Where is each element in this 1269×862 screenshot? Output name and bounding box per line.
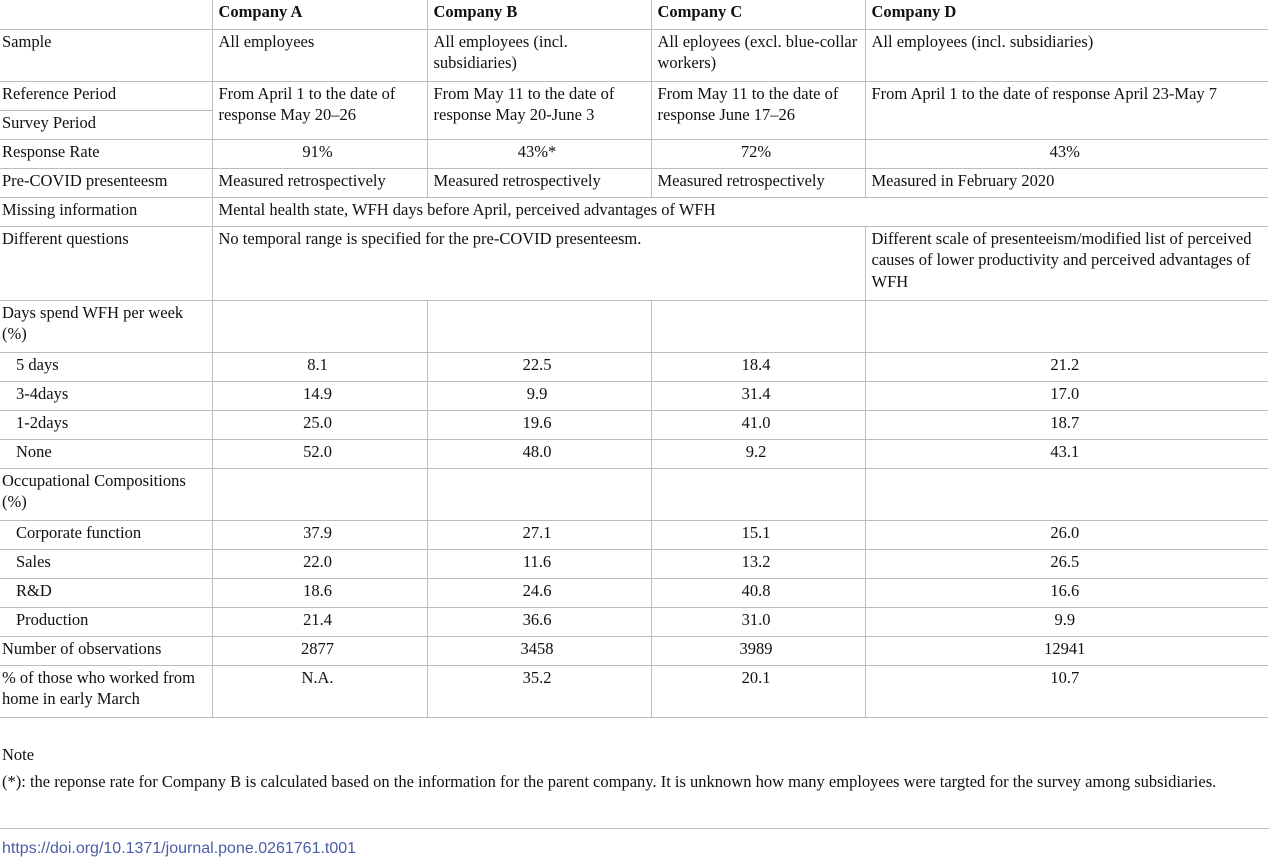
cell-value: 2877 xyxy=(212,636,427,665)
row-wfh-3-4days xyxy=(0,381,1268,410)
cell-period-b: From May 11 to the date of response May 20-June 3 xyxy=(427,81,651,139)
cell-value: 9.9 xyxy=(427,381,651,410)
cell-period-d: From April 1 to the date of response April 23-May 7 xyxy=(865,81,1268,139)
cell-diff-d: Different scale of presenteeism/modified list of perceived causes of lower productivity and perceived advantages of WFH xyxy=(865,226,1268,300)
cell-value: 24.6 xyxy=(427,578,651,607)
row-occupation-heading xyxy=(0,468,1268,520)
row-different-questions xyxy=(0,226,1268,300)
cell-response-b: 43%* xyxy=(427,139,651,168)
cell-value: 48.0 xyxy=(427,439,651,468)
cell-diff-abc: No temporal range is specified for the pre-COVID presenteesm. xyxy=(212,226,865,300)
cell-value: 17.0 xyxy=(865,381,1268,410)
cell-precovid-a: Measured retrospectively xyxy=(212,168,427,197)
doi-link[interactable]: https://doi.org/10.1371/journal.pone.0261761.t001 xyxy=(2,840,357,857)
note-text: (*): the reponse rate for Company B is calculated based on the information for the parent company. It is unknown how many employees were targted for the survey among subsidiaries. xyxy=(2,772,1217,791)
header-row xyxy=(0,0,1268,29)
row-label: Number of observations xyxy=(0,636,212,665)
note-title: Note xyxy=(2,745,35,764)
cell-value: 26.0 xyxy=(865,520,1268,549)
row-label: None xyxy=(0,439,212,468)
header-company-b: Company B xyxy=(427,0,651,29)
cell-value: 21.2 xyxy=(865,352,1268,381)
header-company-c: Company C xyxy=(651,0,865,29)
cell-value: 43.1 xyxy=(865,439,1268,468)
cell-value: 16.6 xyxy=(865,578,1268,607)
row-label: Response Rate xyxy=(0,139,212,168)
cell-value: 31.4 xyxy=(651,381,865,410)
cell-missing-info: Mental health state, WFH days before April, perceived advantages of WFH xyxy=(212,197,1268,226)
cell-value: 12941 xyxy=(865,636,1268,665)
row-label: % of those who worked from home in early March xyxy=(0,665,212,717)
row-label: Survey Period xyxy=(0,110,212,139)
cell-sample-b: All employees (incl. subsidiaries) xyxy=(427,29,651,81)
cell-value: 18.4 xyxy=(651,352,865,381)
row-label: 3-4days xyxy=(0,381,212,410)
cell-sample-a: All employees xyxy=(212,29,427,81)
cell-value: 31.0 xyxy=(651,607,865,636)
cell-precovid-b: Measured retrospectively xyxy=(427,168,651,197)
row-wfh-days-heading xyxy=(0,300,1268,352)
row-response-rate xyxy=(0,139,1268,168)
cell-value: 36.6 xyxy=(427,607,651,636)
cell-value: 9.2 xyxy=(651,439,865,468)
cell-period-c: From May 11 to the date of response June 17–26 xyxy=(651,81,865,139)
header-corner xyxy=(0,0,212,29)
row-label: 1-2days xyxy=(0,410,212,439)
cell-response-c: 72% xyxy=(651,139,865,168)
cell-value: 35.2 xyxy=(427,665,651,717)
row-worked-home-march xyxy=(0,665,1268,717)
row-wfh-5days xyxy=(0,352,1268,381)
cell-value: N.A. xyxy=(212,665,427,717)
cell-precovid-c: Measured retrospectively xyxy=(651,168,865,197)
cell-value: 26.5 xyxy=(865,549,1268,578)
row-wfh-none xyxy=(0,439,1268,468)
row-label: Days spend WFH per week (%) xyxy=(0,300,212,352)
row-label: Different questions xyxy=(0,226,212,300)
row-occ-corporate xyxy=(0,520,1268,549)
cell-value: 13.2 xyxy=(651,549,865,578)
cell-value: 40.8 xyxy=(651,578,865,607)
cell-sample-d: All employees (incl. subsidiaries) xyxy=(865,29,1268,81)
cell-value: 18.7 xyxy=(865,410,1268,439)
row-label: R&D xyxy=(0,578,212,607)
row-occ-rnd xyxy=(0,578,1268,607)
row-pre-covid xyxy=(0,168,1268,197)
cell-value: 27.1 xyxy=(427,520,651,549)
cell-value: 52.0 xyxy=(212,439,427,468)
cell-value: 15.1 xyxy=(651,520,865,549)
cell-value: 3989 xyxy=(651,636,865,665)
cell-value: 22.0 xyxy=(212,549,427,578)
cell-period-a: From April 1 to the date of response May 20–26 xyxy=(212,81,427,139)
header-company-d: Company D xyxy=(865,0,1268,29)
row-observations xyxy=(0,636,1268,665)
cell-response-d: 43% xyxy=(865,139,1268,168)
cell-value: 21.4 xyxy=(212,607,427,636)
row-occ-sales xyxy=(0,549,1268,578)
row-label: Sample xyxy=(0,29,212,81)
row-missing-info xyxy=(0,197,1268,226)
row-label: 5 days xyxy=(0,352,212,381)
cell-value: 22.5 xyxy=(427,352,651,381)
cell-value: 3458 xyxy=(427,636,651,665)
row-label: Missing information xyxy=(0,197,212,226)
row-reference-period xyxy=(0,81,1268,110)
cell-sample-c: All eployees (excl. blue-collar workers) xyxy=(651,29,865,81)
cell-value: 20.1 xyxy=(651,665,865,717)
row-label: Pre-COVID presenteesm xyxy=(0,168,212,197)
cell-precovid-d: Measured in February 2020 xyxy=(865,168,1268,197)
cell-value: 10.7 xyxy=(865,665,1268,717)
row-label: Reference Period xyxy=(0,81,212,110)
cell-value: 8.1 xyxy=(212,352,427,381)
row-label: Occupational Compositions (%) xyxy=(0,468,212,520)
cell-response-a: 91% xyxy=(212,139,427,168)
row-occ-production xyxy=(0,607,1268,636)
cell-value: 11.6 xyxy=(427,549,651,578)
row-wfh-1-2days xyxy=(0,410,1268,439)
cell-value: 14.9 xyxy=(212,381,427,410)
footer-divider xyxy=(0,828,1269,829)
cell-value: 25.0 xyxy=(212,410,427,439)
cell-value: 37.9 xyxy=(212,520,427,549)
table-note xyxy=(2,741,1257,795)
cell-value: 19.6 xyxy=(427,410,651,439)
row-sample xyxy=(0,29,1268,81)
cell-value: 41.0 xyxy=(651,410,865,439)
row-label: Corporate function xyxy=(0,520,212,549)
cell-value: 9.9 xyxy=(865,607,1268,636)
row-label: Production xyxy=(0,607,212,636)
cell-value: 18.6 xyxy=(212,578,427,607)
row-label: Sales xyxy=(0,549,212,578)
header-company-a: Company A xyxy=(212,0,427,29)
